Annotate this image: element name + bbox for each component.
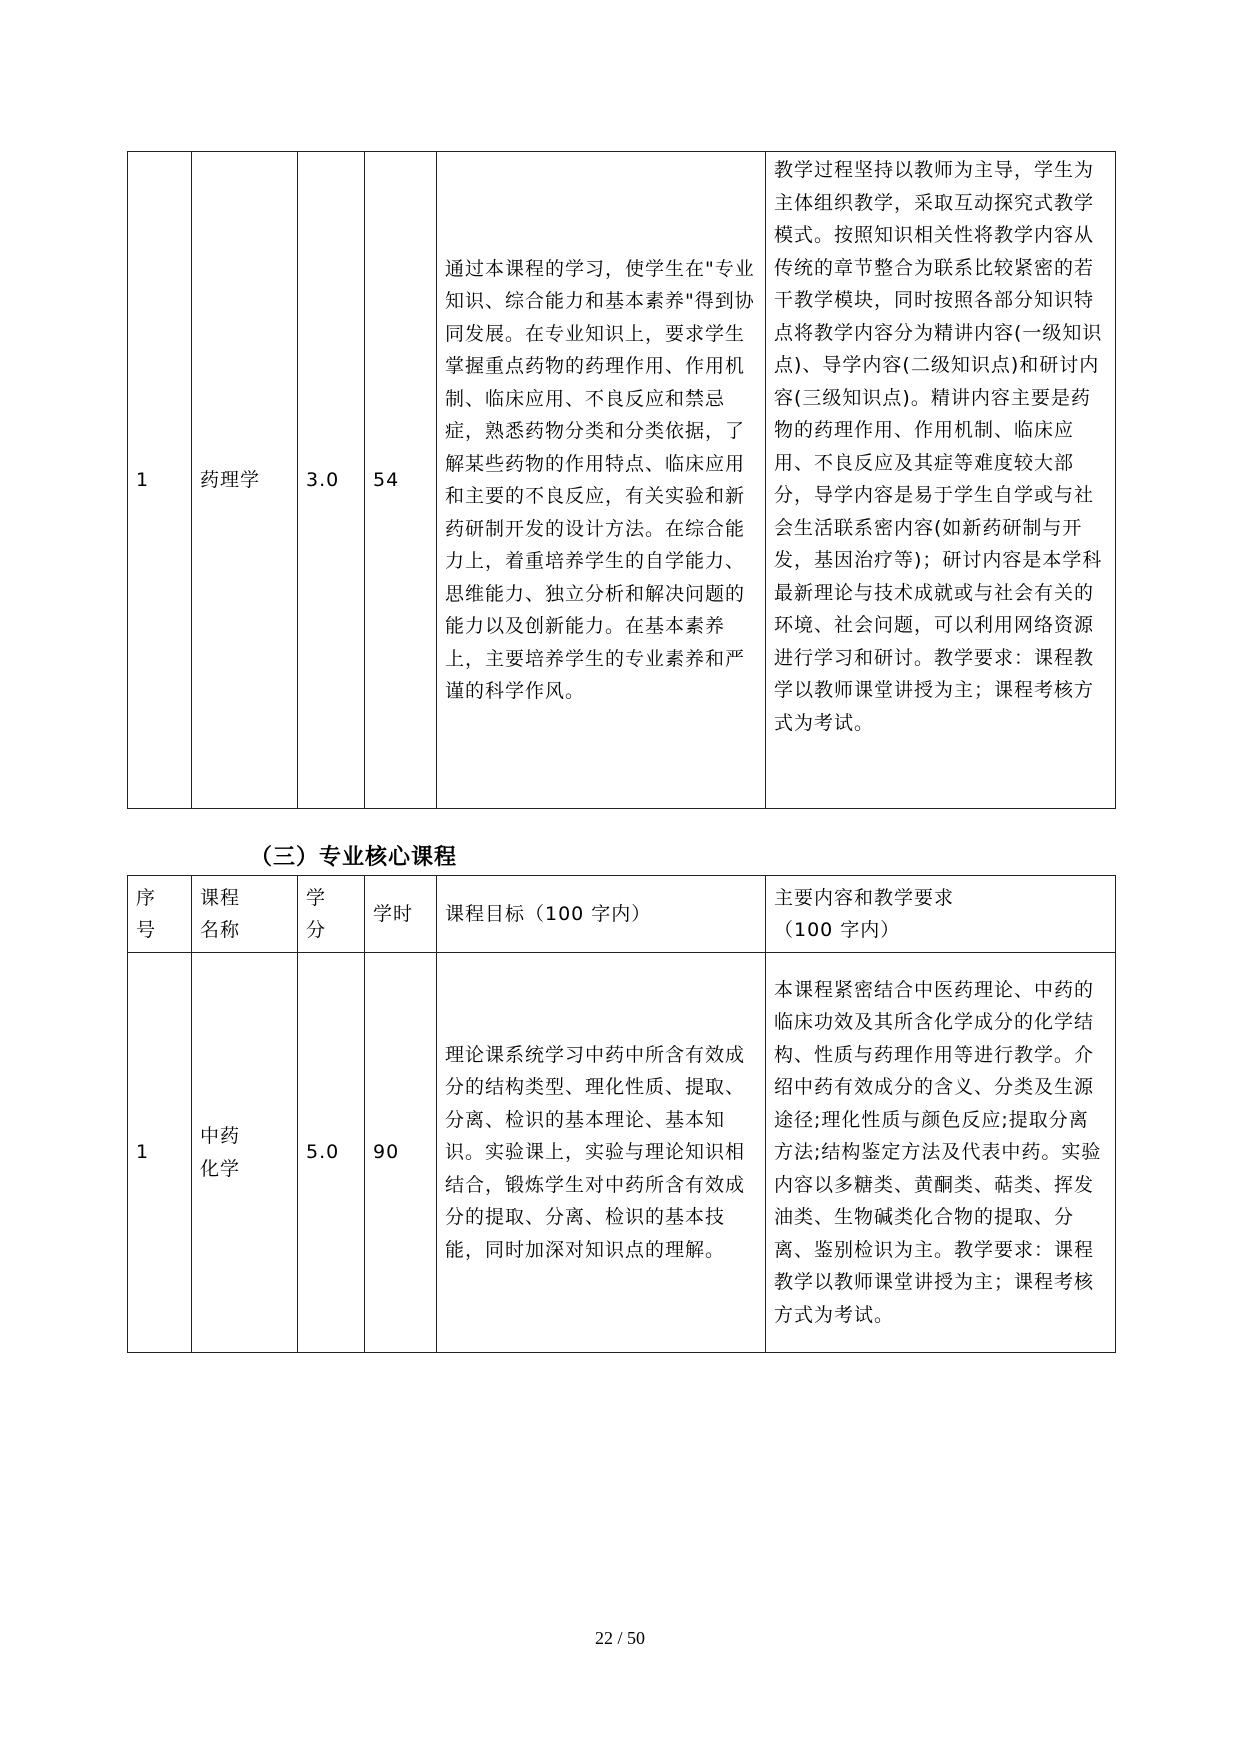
header-content [766,876,1116,953]
header-credits: 学分 [298,876,365,953]
course-credits: 3.0 [298,152,365,809]
page-number: 22 / 50 [594,1628,645,1648]
course-hours: 90 [365,953,437,1353]
course-table-continued [127,151,1116,809]
course-hours: 54 [365,152,437,809]
table-row [128,953,1116,1353]
header-index: 序号 [128,876,192,953]
header-objective: 课程目标（100 字内） [437,876,766,953]
header-content-line2: （100 字内） [774,919,901,941]
course-credits: 5.0 [298,953,365,1353]
header-name: 课程名称 [192,876,298,953]
section-heading: （三）专业核心课程 [250,845,458,870]
header-content-line1: 主要内容和教学要求 [774,886,955,909]
table-row [128,152,1116,809]
header-hours: 学时 [365,876,437,953]
table-header-row [128,876,1116,953]
course-objective: 理论课系统学习中药中所含有效成分的结构类型、理化性质、提取、分离、检识的基本理论、基本知识。实验课上，实验与理论知识相结合，锻炼学生对中药所含有效成分的提取、分离、检识的基本技能，同时加深对知识点的理解。 [437,953,766,1353]
course-content: 本课程紧密结合中医药理论、中药的临床功效及其所含化学成分的化学结构、性质与药理作用等进行教学。介绍中药有效成分的含义、分类及生源途径;理化性质与颜色反应;提取分离方法;结构鉴定方法及代表中药。实验内容以多糖类、黄酮类、萜类、挥发油类、生物碱类化合物的提取、分离、鉴别检识为主。教学要求：课程教学以教师课堂讲授为主；课程考核方式为考试。 [766,953,1116,1353]
course-name: 药理学 [192,152,298,809]
course-index: 1 [128,953,192,1353]
course-name: 中药化学 [192,953,298,1353]
course-index: 1 [128,152,192,809]
course-content: 教学过程坚持以教师为主导，学生为主体组织教学，采取互动探究式教学模式。按照知识相关性将教学内容从传统的章节整合为联系比较紧密的若干教学模块，同时按照各部分知识特点将教学内容分为精讲内容(一级知识点)、导学内容(二级知识点)和研讨内容(三级知识点)。精讲内容主要是药物的药理作用、作用机制、临床应用、不良反应及其症等难度较大部分，导学内容是易于学生自学或与社会生活联系密内容(如新药研制与开发，基因治疗等)；研讨内容是本学科最新理论与技术成就或与社会有关的环境、社会问题，可以利用网络资源进行学习和研讨。教学要求：课程教学以教师课堂讲授为主；课程考核方式为考试。 [766,152,1116,809]
course-objective: 通过本课程的学习，使学生在"专业知识、综合能力和基本素养"得到协同发展。在专业知识上，要求学生掌握重点药物的药理作用、作用机制、临床应用、不良反应和禁忌症，熟悉药物分类和分类依据，了解某些药物的作用特点、临床应用和主要的不良反应，有关实验和新药研制开发的设计方法。在综合能力上，着重培养学生的自学能力、思维能力、独立分析和解决问题的能力以及创新能力。在基本素养上，主要培养学生的专业素养和严谨的科学作风。 [437,152,766,809]
core-course-table [127,875,1116,1353]
